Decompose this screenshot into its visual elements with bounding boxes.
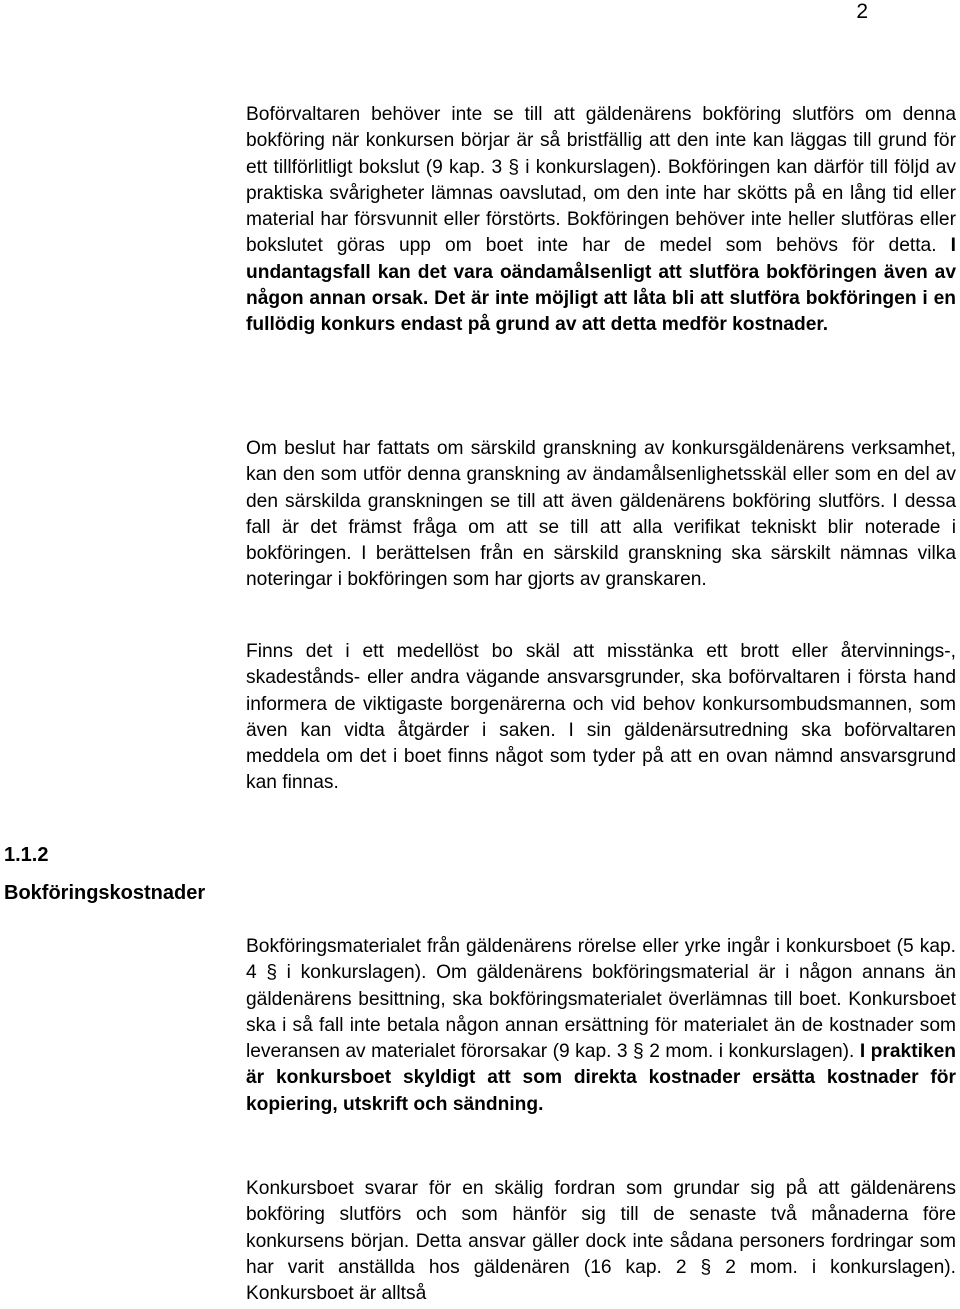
- page-number: 2: [856, 0, 868, 23]
- paragraph-text: Bokföringsmaterialet från gäldenärens rörelse eller yrke ingår i konkursboet (5 kap. 4 § i konkurslagen). Om gäldenärens bokföringsmaterial är i någon annans än gäldenärens besittning, ska bokföringsmaterialet överlämnas till boet. Konkursboet ska i så fall inte betala någon annan ersättning för materialet än de kostnader som leveransen av materialet förorsakar (9 kap. 3 § 2 mom. i konkurslagen).: [246, 936, 956, 1063]
- paragraph-bold-text: I praktiken är konkursboet skyldigt att som direkta kostnader ersätta kostnader för kopiering, utskrift och sändning.: [246, 1041, 956, 1115]
- paragraph-text: Boförvaltaren behöver inte se till att gäldenärens bokföring slutförs om denna bokföring när konkursen börjar är så bristfällig att den inte kan läggas till grund för ett tillförlitligt bokslut (9 kap. 3 § i konkurslagen). Bokföringen kan därför till följd av praktiska svårigheter lämnas oavslutad, om den inte har skötts på en lång tid eller material har försvunnit eller förstörts. Bokföringen behöver inte heller slutföras eller bokslutet göras upp om boet inte har de medel som behövs för detta.: [246, 104, 956, 257]
- paragraph-bookkeeping-completion: [246, 102, 956, 339]
- paragraph-insolvent-estate: Finns det i ett medellöst bo skäl att misstänka ett brott eller återvinnings-, skadestånds- eller andra vägande ansvarsgrunder, ska boförvaltaren i första hand informera de viktigaste borgenärerna och vid behov konkursombudsmannen, som även kan vidta åtgärder i saken. I sin gäldenärsutredning ska boförvaltaren meddela om det i boet finns något som tyder på att en ovan nämnd ansvarsgrund kan finnas.: [246, 641, 956, 794]
- paragraph-special-audit: Om beslut har fattats om särskild granskning av konkursgäldenärens verksamhet, kan den som utför denna granskning av ändamålsenlighetsskäl eller som en del av den särskilda granskningen se till att även gäldenärens bokföring slutförs. I dessa fall är det främst fråga om att se till att alla verifikat tekniskt blir noterade i bokföringen. I berättelsen från en särskild granskning ska särskilt nämnas vilka noteringar i bokföringen som har gjorts av granskaren.: [246, 438, 956, 591]
- section-number: 1.1.2: [4, 844, 49, 866]
- section-title: Bokföringskostnader: [4, 882, 206, 904]
- paragraph-estate-liability: Konkursboet svarar för en skälig fordran som grundar sig på att gäldenärens bokföring slutförs och som hänför sig till de senaste två månaderna före konkursens början. Detta ansvar gäller dock inte sådana personers fordringar som har varit anställda hos gäldenären (16 kap. 2 § 2 mom. i konkurslagen). Konkursboet är alltså: [246, 1178, 956, 1305]
- paragraph-bold-text: I undantagsfall kan det vara oändamålsenligt att slutföra bokföringen även av någon annan orsak. Det är inte möjligt att låta bli att slutföra bokföringen i en fullödig konkurs endast på grund av att detta medför kostnader.: [246, 235, 956, 336]
- paragraph-bookkeeping-material: [246, 934, 956, 1118]
